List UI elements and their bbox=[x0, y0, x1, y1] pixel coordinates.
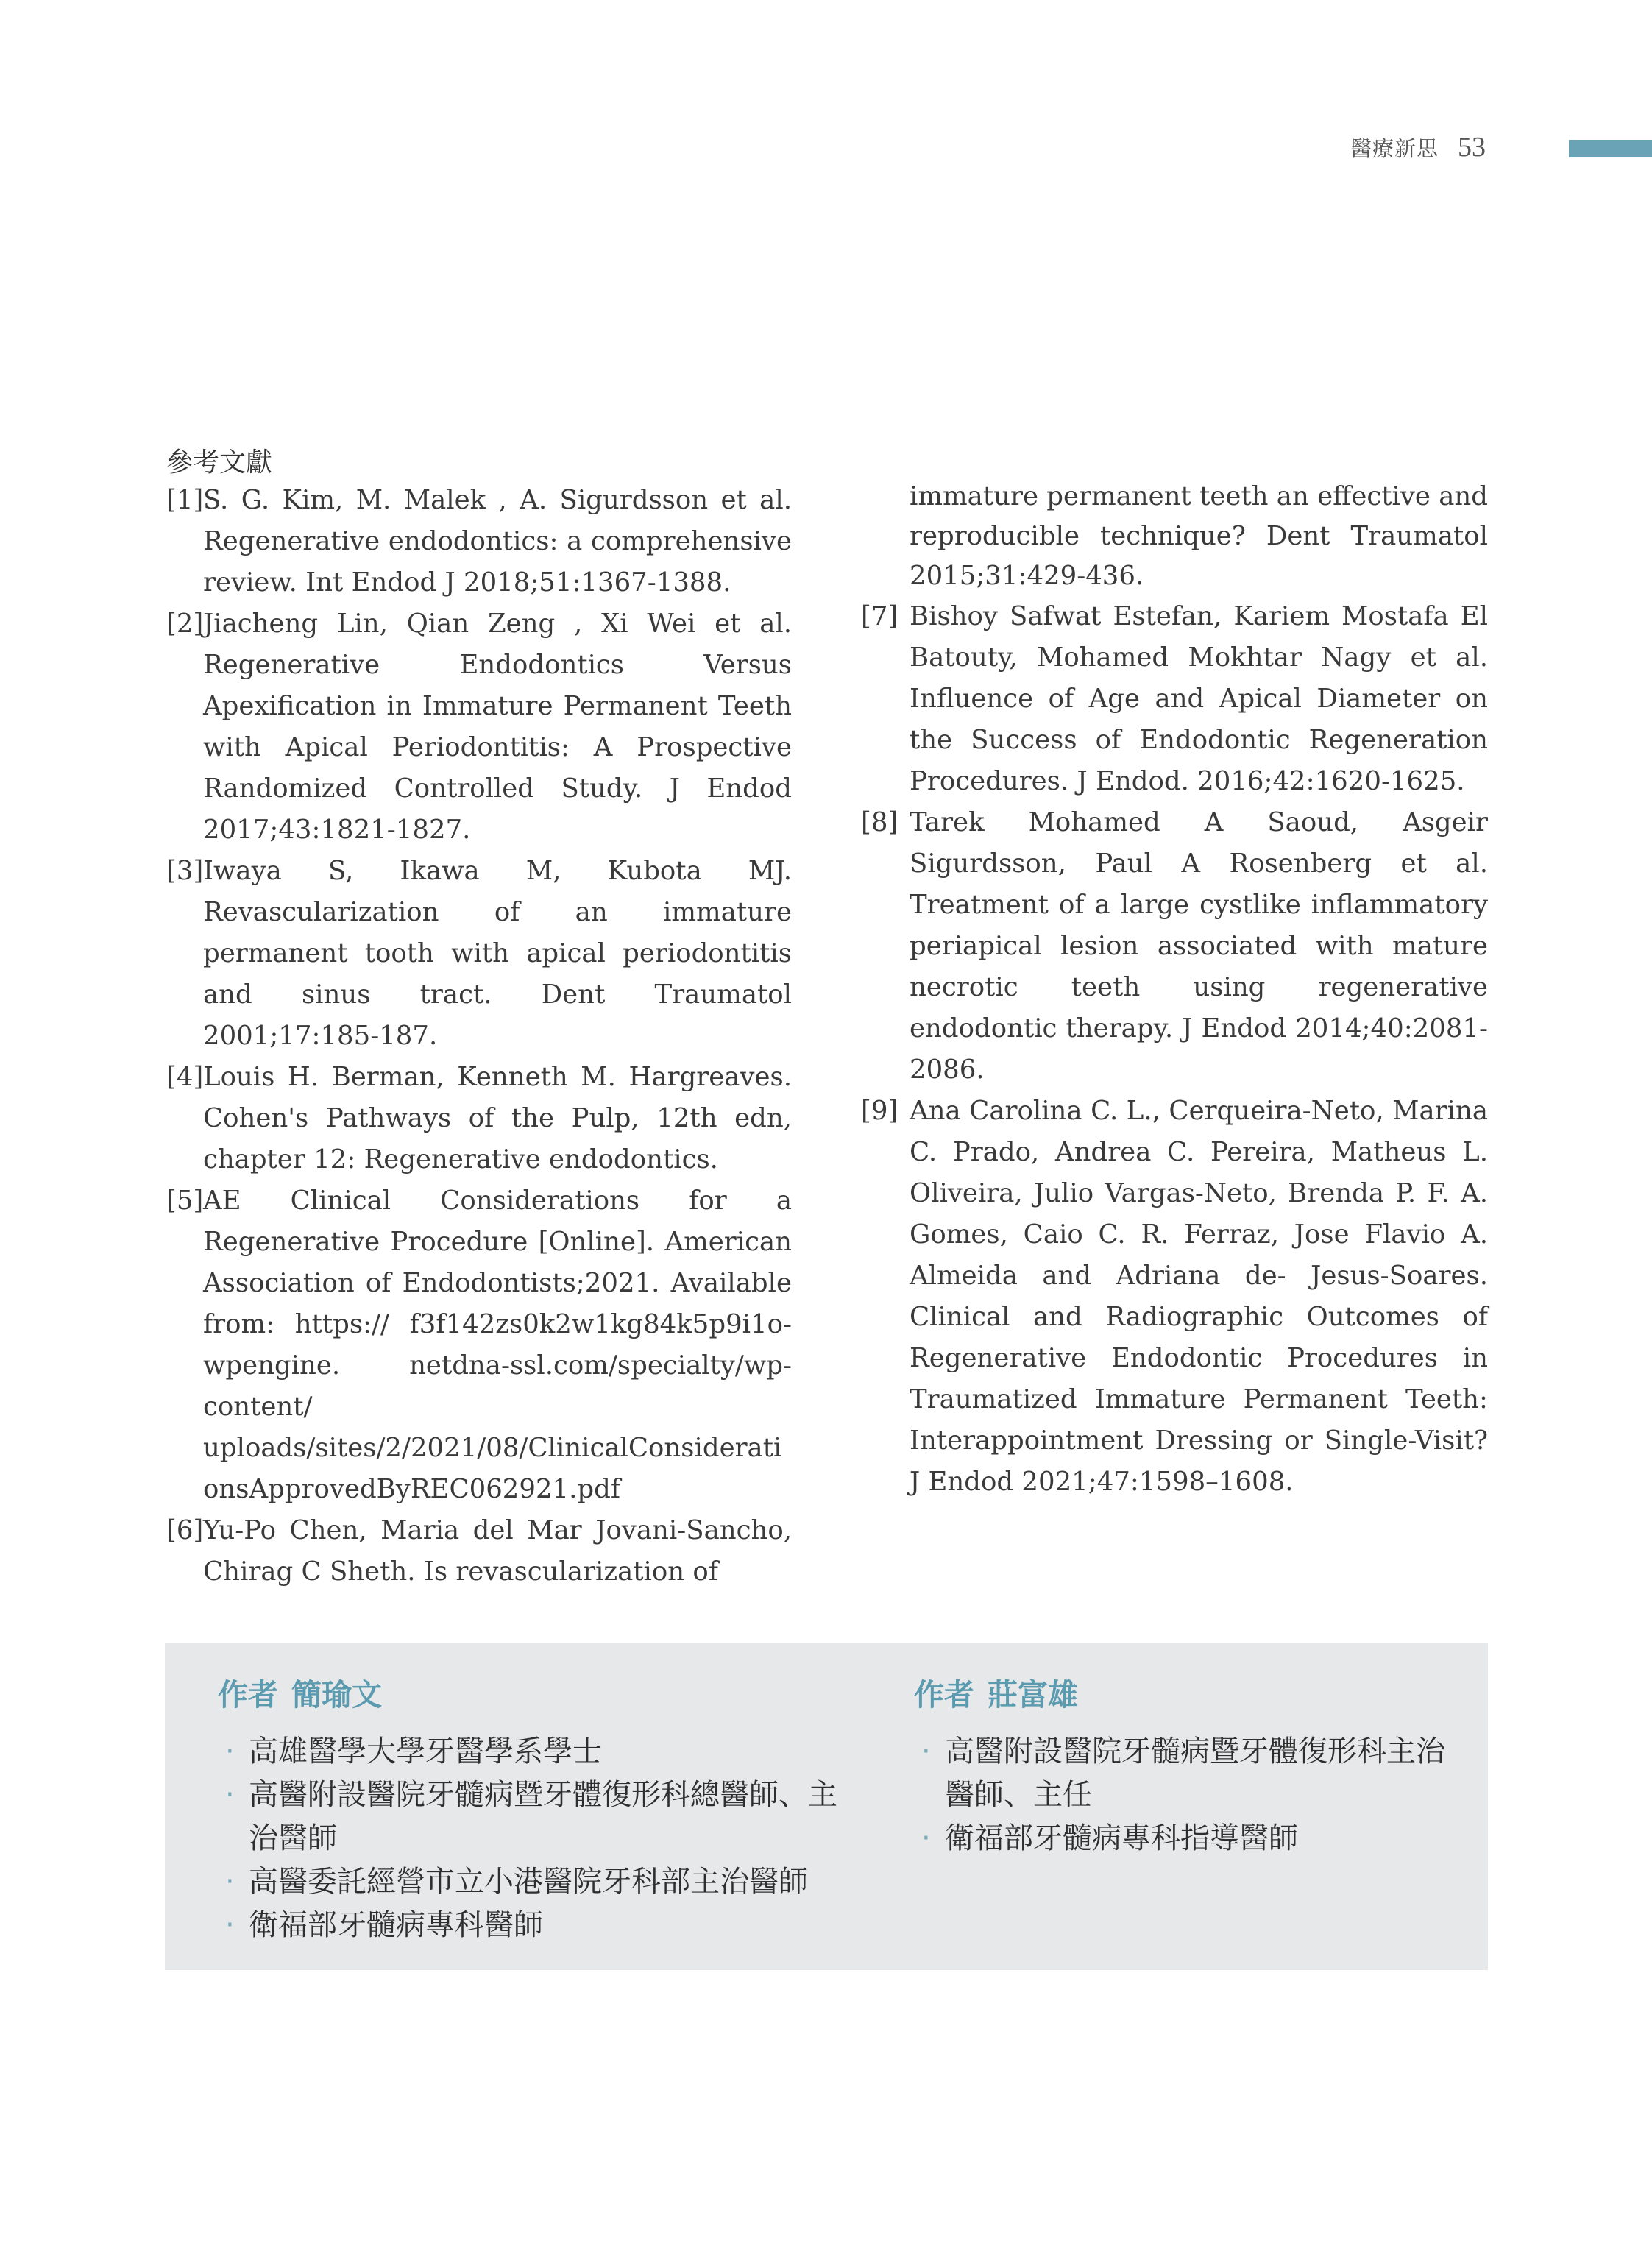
reference-item bbox=[861, 802, 1488, 1091]
reference-text: AE Clinical Considerations for a Regenerative Procedure [Online]. American Association of Endodontists;2021. Available from: https:// f3f142zs0k2w1kg84k5p9i1o-wpengine. netdna-ssl.com/specialty/wp-content/ uploads/sites/2/2021/08/ClinicalConsiderationsApprovedByREC062921.pdf bbox=[203, 1186, 792, 1504]
reference-text: Yu-Po Chen, Maria del Mar Jovani-Sancho, Chirag C Sheth. Is revascularization of bbox=[203, 1515, 792, 1587]
reference-number: [6] bbox=[166, 1515, 204, 1545]
credential-text: 高醫委託經營市立小港醫院牙科部主治醫師 bbox=[249, 1865, 808, 1899]
bullet-icon: · bbox=[921, 1735, 931, 1768]
credential-item bbox=[218, 1860, 851, 1904]
bullet-icon: · bbox=[225, 1778, 235, 1812]
bullet-icon: · bbox=[225, 1908, 235, 1942]
reference-text: S. G. Kim, M. Malek , A. Sigurdsson et al. Regenerative endodontics: a comprehensive review. Int Endod J 2018;51:1367-1388. bbox=[203, 485, 792, 598]
reference-item bbox=[861, 1091, 1488, 1503]
reference-number: [5] bbox=[166, 1186, 204, 1216]
author-name-line bbox=[218, 1671, 851, 1714]
reference-item bbox=[166, 1180, 792, 1510]
author-card bbox=[914, 1671, 1473, 1860]
reference-item bbox=[166, 480, 792, 603]
author-name-line bbox=[914, 1671, 1473, 1714]
author-box bbox=[165, 1643, 1488, 1970]
credential-item bbox=[914, 1817, 1473, 1860]
reference-item bbox=[166, 603, 792, 851]
reference-text: Louis H. Berman, Kenneth M. Hargreaves. Cohen's Pathways of the Pulp, 12th edn, chapter 12: Regenerative endodontics. bbox=[203, 1062, 792, 1175]
credential-text: 衛福部牙髓病專科醫師 bbox=[249, 1908, 543, 1942]
reference-text: Jiacheng Lin, Qian Zeng , Xi Wei et al. Regenerative Endodontics Versus Apexification in Immature Permanent Teeth with Apical Periodontitis: A Prospective Randomized Controlled Study. J Endod 2017;43:1821-1827. bbox=[203, 609, 792, 845]
credential-item bbox=[218, 1774, 851, 1860]
author-credentials bbox=[218, 1730, 851, 1947]
reference-item bbox=[166, 1510, 792, 1593]
page-number: 53 bbox=[1458, 132, 1486, 163]
author-credentials bbox=[914, 1730, 1473, 1860]
reference-continuation: immature permanent teeth an effective and reproducible technique? Dent Traumatol 2015;31:429-436. bbox=[910, 481, 1488, 591]
running-header bbox=[1350, 131, 1486, 163]
reference-number: [4] bbox=[166, 1062, 204, 1092]
reference-number: [2] bbox=[166, 609, 204, 639]
references-title: 參考文獻 bbox=[166, 447, 273, 478]
reference-number: [1] bbox=[166, 485, 204, 515]
section-tab bbox=[1569, 140, 1652, 157]
credential-item bbox=[218, 1904, 851, 1947]
reference-text: Iwaya S, Ikawa M, Kubota MJ. Revascularization of an immature permanent tooth with apical periodontitis and sinus tract. Dent Traumatol 2001;17:185-187. bbox=[203, 856, 792, 1051]
reference-number: [3] bbox=[166, 856, 204, 886]
credential-text: 高雄醫學大學牙醫學系學士 bbox=[249, 1735, 602, 1768]
reference-item bbox=[166, 851, 792, 1057]
reference-text: Bishoy Safwat Estefan, Kariem Mostafa El Batouty, Mohamed Mokhtar Nagy et al. Influence of Age and Apical Diameter on the Success of Endodontic Regeneration Procedures. J Endod. 2016;42:1620-1625. bbox=[910, 601, 1488, 796]
reference-text: Tarek Mohamed A Saoud, Asgeir Sigurdsson, Paul A Rosenberg et al. Treatment of a large cystlike inflammatory periapical lesion associated with mature necrotic teeth using regenerative endodontic therapy. J Endod 2014;40:2081-2086. bbox=[910, 807, 1488, 1085]
reference-text: Ana Carolina C. L., Cerqueira-Neto, Marina C. Prado, Andrea C. Pereira, Matheus L. Oliveira, Julio Vargas-Neto, Brenda P. F. A. Gomes, Caio C. R. Ferraz, Jose Flavio A. Almeida and Adriana de- Jesus-Soares. Clinical and Radiographic Outcomes of Regenerative Endodontic Procedures in Traumatized Immature Permanent Teeth: Interappointment Dressing or Single-Visit? J Endod 2021;47:1598–1608. bbox=[910, 1096, 1488, 1497]
reference-number: [8] bbox=[861, 807, 898, 837]
bullet-icon: · bbox=[225, 1865, 235, 1899]
author-role: 作者 bbox=[218, 1677, 278, 1712]
credential-text: 高醫附設醫院牙髓病暨牙體復形科總醫師、主治醫師 bbox=[249, 1778, 837, 1855]
credential-item bbox=[218, 1730, 851, 1774]
magazine-name: 醫療新思 bbox=[1350, 136, 1439, 161]
bullet-icon: · bbox=[225, 1735, 235, 1768]
bullet-icon: · bbox=[921, 1821, 931, 1855]
author-card bbox=[218, 1671, 851, 1947]
references-right-column bbox=[861, 477, 1488, 1503]
author-role: 作者 bbox=[914, 1677, 974, 1712]
credential-text: 高醫附設醫院牙髓病暨牙體復形科主治醫師、主任 bbox=[945, 1735, 1445, 1812]
reference-item bbox=[166, 1057, 792, 1180]
reference-number: [9] bbox=[861, 1096, 898, 1126]
credential-item bbox=[914, 1730, 1473, 1817]
reference-number: [7] bbox=[861, 601, 898, 631]
reference-item bbox=[861, 596, 1488, 802]
author-name: 簡瑜文 bbox=[291, 1677, 382, 1712]
author-name: 莊富雄 bbox=[988, 1677, 1078, 1712]
credential-text: 衛福部牙髓病專科指導醫師 bbox=[945, 1821, 1298, 1855]
references-left-column bbox=[166, 480, 792, 1593]
